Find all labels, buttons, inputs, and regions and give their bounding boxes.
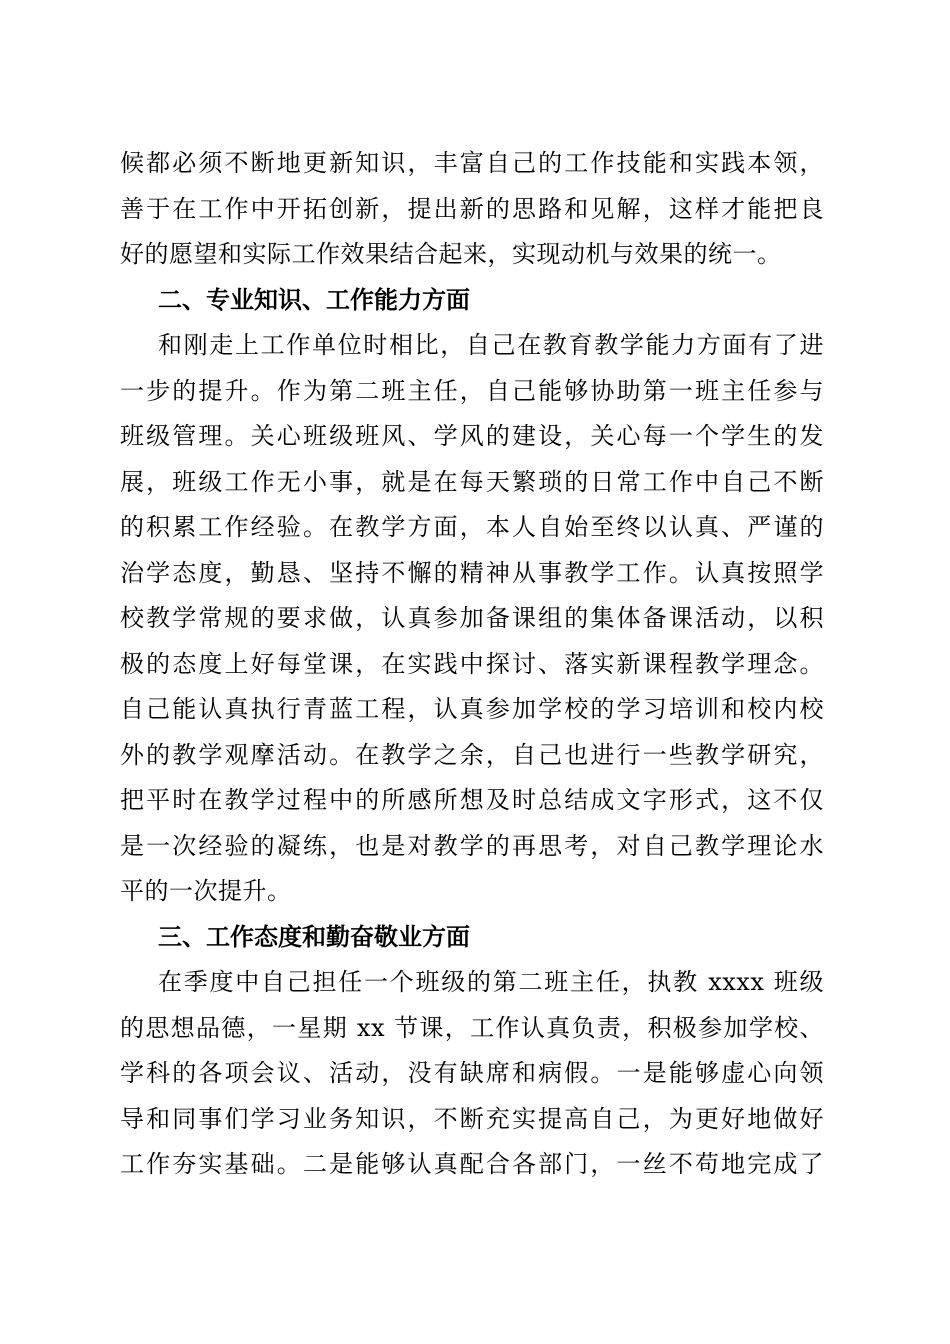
text-line: 候都必须不断地更新知识，丰富自己的工作技能和实践本领， [120, 149, 824, 177]
paragraph-continuation [120, 141, 824, 278]
text-line: 一步的提升。作为第二班主任，自己能够协助第一班主任参与 [120, 376, 824, 405]
text-line: 导和同事们学习业务知识，不断充实提高自己，为更好地做好 [120, 1104, 824, 1133]
text-line: 极的态度上好每堂课，在实践中探讨、落实新课程教学理念。 [120, 649, 824, 678]
document-page [120, 141, 824, 1188]
text-line: 治学态度，勤恳、坚持不懈的精神从事教学工作。认真按照学 [120, 558, 824, 587]
section-heading-2: 二、专业知识、工作能力方面 [158, 285, 470, 314]
text-line: 的积累工作经验。在教学方面，本人自始至终以认真、严谨的 [120, 513, 824, 541]
text-line: 在季度中自己担任一个班级的第二班主任，执教 xxxx 班级 [158, 968, 824, 996]
text-line: 外的教学观摩活动。在教学之余，自己也进行一些教学研究， [120, 740, 824, 769]
text-line: 的思想品德，一星期 xx 节课，工作认真负责，积极参加学校、 [120, 1013, 824, 1042]
text-line: 校教学常规的要求做，认真参加备课组的集体备课活动，以积 [120, 604, 824, 632]
paragraph-section-3 [120, 960, 824, 1188]
text-line: 展，班级工作无小事，就是在每天繁琐的日常工作中自己不断 [120, 467, 824, 496]
paragraph-section-2 [120, 323, 824, 915]
text-line: 平的一次提升。 [120, 877, 292, 905]
text-line: 学科的各项会议、活动，没有缺席和病假。一是能够虚心向领 [120, 1059, 824, 1087]
text-line: 工作夯实基础。二是能够认真配合各部门，一丝不苟地完成了 [120, 1150, 824, 1178]
text-line: 自己能认真执行青蓝工程，认真参加学校的学习培训和校内校 [120, 695, 824, 723]
text-line: 把平时在教学过程中的所感所想及时总结成文字形式，这不仅 [120, 786, 824, 814]
text-line: 是一次经验的凝练，也是对教学的再思考，对自己教学理论水 [120, 831, 824, 860]
text-line: 好的愿望和实际工作效果结合起来，实现动机与效果的统一。 [120, 240, 782, 268]
text-line: 善于在工作中开拓创新，提出新的思路和见解，这样才能把良 [120, 194, 824, 223]
section-heading-3: 三、工作态度和勤奋敬业方面 [158, 922, 470, 951]
text-line: 班级管理。关心班级班风、学风的建设，关心每一个学生的发 [120, 422, 824, 450]
text-line: 和刚走上工作单位时相比，自己在教育教学能力方面有了进 [158, 331, 824, 359]
